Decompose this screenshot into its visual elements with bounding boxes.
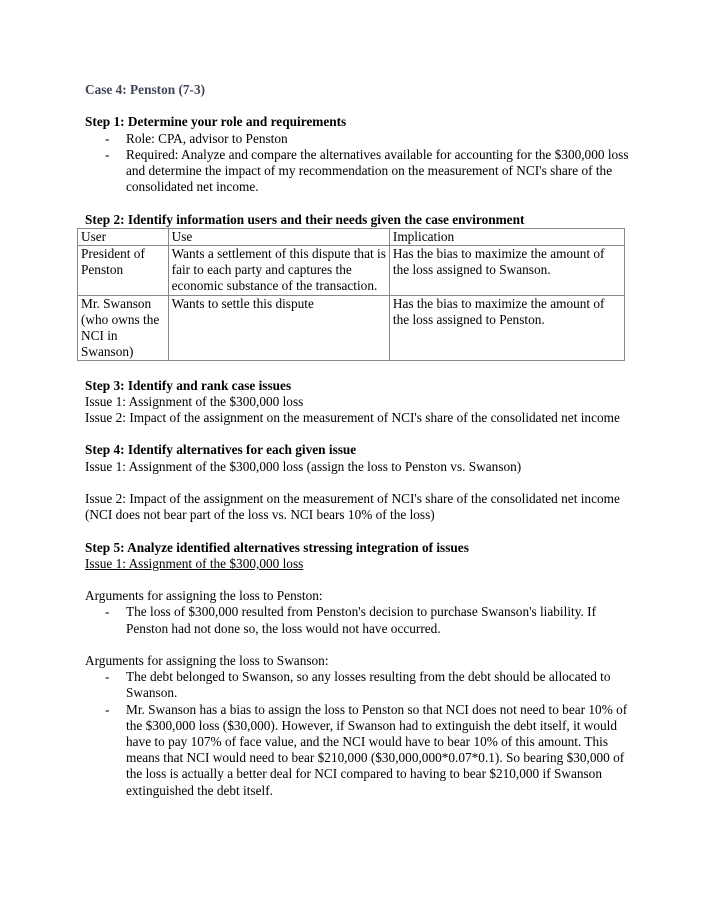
step5-subheading: Issue 1: Assignment of the $300,000 loss: [85, 555, 304, 571]
header-implication: Implication: [389, 228, 624, 245]
step1-list: [85, 131, 632, 196]
step5-heading: Step 5: Analyze identified alternatives stressing integration of issues: [85, 539, 469, 555]
table-cell: President of Penston: [78, 246, 169, 296]
step4-issue2: Issue 2: Impact of the assignment on the measurement of NCI's share of the consolidated net income (NCI does not bear part of the loss vs. NCI bears 10% of the loss): [85, 491, 620, 523]
penston-arguments-list: [85, 604, 632, 636]
swanson-arguments-list: [85, 669, 632, 799]
users-table: [77, 228, 625, 362]
header-use: Use: [168, 228, 389, 245]
step4-issue1: Issue 1: Assignment of the $300,000 loss (assign the loss to Penston vs. Swanson): [85, 458, 522, 474]
header-user: User: [78, 228, 169, 245]
table-cell: Mr. Swanson (who owns the NCI in Swanson): [78, 295, 169, 361]
table-row: [78, 295, 625, 361]
table-header-row: [78, 228, 625, 245]
case-title: Case 4: Penston (7-3): [85, 82, 206, 97]
penston-arguments-intro: Arguments for assigning the loss to Penston:: [85, 588, 323, 604]
table-cell: Wants to settle this dispute: [168, 295, 389, 361]
list-item: - Role: CPA, advisor to Penston: [85, 131, 632, 147]
table-row: [78, 246, 625, 296]
step3-issue1: Issue 1: Assignment of the $300,000 loss: [85, 393, 304, 409]
list-item: - Required: Analyze and compare the alternatives available for accounting for the $300,000 loss and determine the impact of my recommendation on the measurement of NCI's share of the consolidated net income.: [85, 147, 632, 196]
table-cell: Has the bias to maximize the amount of the loss assigned to Penston.: [389, 295, 624, 361]
step2-heading: Step 2: Identify information users and their needs given the case environment: [85, 211, 525, 227]
list-item: - Mr. Swanson has a bias to assign the loss to Penston so that NCI does not need to bear 10% of the $300,000 loss ($30,000). However, if Swanson had to extinguish the debt itself, it would have to pay 107% of face value, and the NCI would have to bear 10% of this amount. This means that NCI would need to bear $210,000 ($30,000,000*0.07*0.1). So bearing $30,000 of the loss is actually a better deal for NCI compared to having to bear $210,000 if Swanson extinguished the debt itself.: [85, 702, 632, 799]
swanson-arguments-intro: Arguments for assigning the loss to Swanson:: [85, 652, 329, 668]
list-item: - The debt belonged to Swanson, so any losses resulting from the debt should be allocated to Swanson.: [85, 669, 632, 701]
step1-heading: Step 1: Determine your role and requirements: [85, 114, 347, 130]
step4-heading: Step 4: Identify alternatives for each given issue: [85, 442, 357, 458]
table-cell: Has the bias to maximize the amount of the loss assigned to Swanson.: [389, 246, 624, 296]
list-item: - The loss of $300,000 resulted from Penston's decision to purchase Swanson's liability. If Penston had not done so, the loss would not have occurred.: [85, 604, 632, 636]
step3-issue2: Issue 2: Impact of the assignment on the measurement of NCI's share of the consolidated net income: [85, 410, 620, 426]
step3-heading: Step 3: Identify and rank case issues: [85, 377, 292, 393]
table-cell: Wants a settlement of this dispute that is fair to each party and captures the economic substance of the transaction.: [168, 246, 389, 296]
